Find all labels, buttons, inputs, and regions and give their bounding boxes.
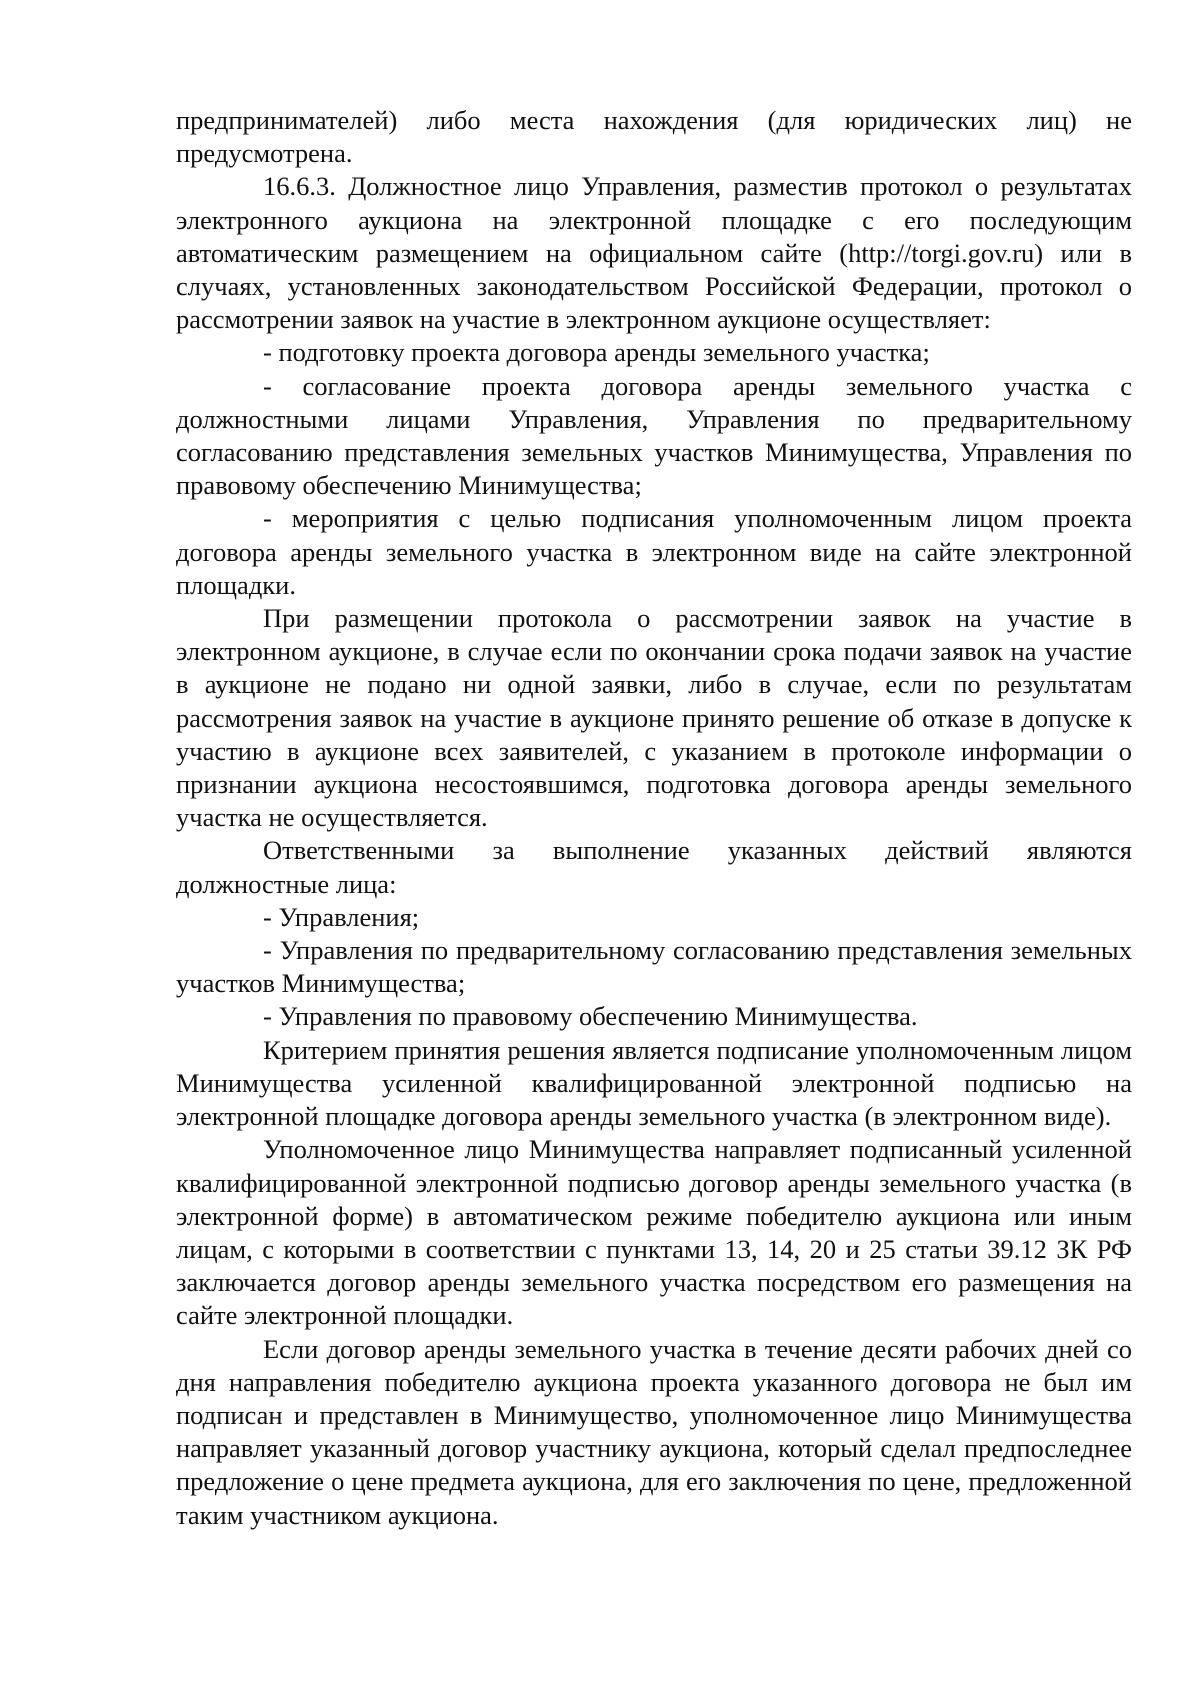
paragraph-16-6-3: 16.6.3. Должностное лицо Управления, разместив протокол о результатах электронного аукциона на электронной площадке с его последующим автоматическим размещением на официальном сайте (http://torgi.gov.ru) или в случаях, установленных законодательством Российской Федерации, протокол о рассмотрении заявок на участие в электронном аукционе осуществляет: (176, 171, 1132, 335)
paragraph-no-applications: При размещении протокола о рассмотрении заявок на участие в электронном аукционе, в случае если по окончании срока подачи заявок на участие в аукционе не подано ни одной заявки, либо в случае, если по результатам рассмотрения заявок на участие в аукционе принято решение об отказе в допуске к участию в аукционе всех заявителей, с указанием в протоколе информации о признании аукциона несостоявшимся, подготовка договора аренды земельного участка не осуществляется. (176, 603, 1132, 833)
paragraph-sending-contract: Уполномоченное лицо Минимущества направляет подписанный усиленной квалифицированной электронной подписью договор аренды земельного участка (в электронной форме) в автоматическом режиме победителю аукциона или иным лицам, с которыми в соответствии с пунктами 13, 14, 20 и 25 статьи 39.12 ЗК РФ заключается договор аренды земельного участка посредством его размещения на сайте электронной площадки. (176, 1134, 1132, 1331)
paragraph-continuation: предпринимателей) либо места нахождения (для юридических лиц) не предусмотрена. (176, 105, 1132, 169)
paragraph-unsigned-contract: Если договор аренды земельного участка в течение десяти рабочих дней со дня направления победителю аукциона проекта указанного договора не был им подписан и представлен в Минимущество, уполномоченное лицо Минимущества направляет указанный договор участнику аукциона, который сделал предпоследнее предложение о цене предмета аукциона, для его заключения по цене, предложенной таким участником аукциона. (176, 1333, 1132, 1530)
paragraph-responsible: Ответственными за выполнение указанных действий являются должностные лица: (176, 835, 1132, 899)
document-page (176, 104, 1132, 1532)
list-item-approval: - согласование проекта договора аренды земельного участка с должностными лицами Управления, Управления по предварительному согласованию представления земельных участков Минимущества, Управления по правовому обеспечению Минимущества; (176, 370, 1132, 501)
list-item-legal-department: - Управления по правовому обеспечению Минимущества. (263, 1001, 918, 1032)
list-item-signing-activities: - мероприятия с целью подписания уполномоченным лицом проекта договора аренды земельного участка в электронном виде на сайте электронной площадки. (176, 503, 1132, 600)
list-item-approval-department: - Управления по предварительному согласованию представления земельных участков Минимущества; (176, 935, 1132, 999)
list-item-department: - Управления; (263, 901, 420, 932)
list-item-prepare-draft: - подготовку проекта договора аренды земельного участка; (263, 337, 930, 368)
paragraph-decision-criterion: Критерием принятия решения является подписание уполномоченным лицом Минимущества усиленной квалифицированной электронной подписью на электронной площадке договора аренды земельного участка (в электронном виде). (176, 1034, 1132, 1132)
